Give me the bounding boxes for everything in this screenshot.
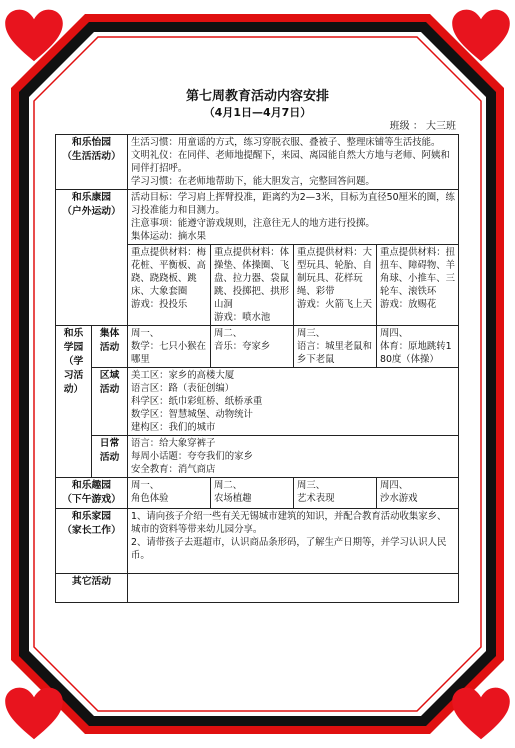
heart-icon (4, 8, 64, 64)
home-header: 和乐家园 （家长工作） (56, 509, 128, 574)
outdoor-line: 集体运动：摘水果 (131, 231, 207, 242)
home-line: 1、请向孩子介绍一些有关无锡城市建筑的知识，并配合教育活动收集家乡、城市的资料等带来幼儿园分享。 (131, 511, 447, 535)
outdoor-material-cell: 重点提供材料：体操垫、体操圈、飞盘、拉力器、袋鼠跳、投掷把、拱形山洞 游戏：喷水池 (211, 245, 294, 326)
area-activity-label: 区域 活动 (92, 368, 128, 436)
group-activity-cell: 周一、 数学：七只小猴在哪里 (128, 326, 211, 368)
group-activity-cell: 周二、 音乐：夸家乡 (211, 326, 294, 368)
life-line: 生活习惯：用童谣的方式，练习穿脱衣服、叠被子、整理床铺等生活技能。 (131, 137, 441, 148)
learning-header: 和乐 学园 （学 习活 动） (56, 326, 92, 478)
games-cell: 周二、 农场植趣 (211, 478, 294, 509)
schedule-sheet (55, 88, 460, 603)
area-line: 建构区：我们的城市 (131, 422, 216, 433)
date-range: （4月1日—4月7日） (203, 106, 312, 119)
daily-activity-content (128, 436, 459, 478)
daily-line: 每周小话题：夸夸我们的家乡 (131, 451, 253, 462)
area-line: 美工区：家乡的高楼大厦 (131, 370, 235, 381)
area-line: 语言区：路（表征创编） (131, 383, 235, 394)
games-header: 和乐趣园 （下午游戏） (56, 478, 128, 509)
heart-icon (451, 686, 511, 742)
daily-line: 安全教育：消气商店 (131, 464, 216, 475)
games-cell: 周三、 艺术表现 (294, 478, 377, 509)
life-header: 和乐怡园 （生活活动） (56, 135, 128, 190)
row-learning-daily (56, 436, 459, 478)
row-learning-group (56, 326, 459, 368)
home-line: 2、请带孩子去逛超市，认识商品条形码，了解生产日期等，并学习认识人民币。 (131, 537, 447, 561)
games-cell: 周一、 角色体验 (128, 478, 211, 509)
row-home (56, 509, 459, 574)
outdoor-material-cell: 重点提供材料：扭扭车、障碍物、羊角球、小推车、三轮车、滚铁环 游戏：放赐花 (377, 245, 459, 326)
outdoor-material-cell: 重点提供材料：大型玩具、轮胎、自制玩具、花样玩绳、彩带 游戏：火箭飞上天 (294, 245, 377, 326)
group-activity-label: 集体 活动 (92, 326, 128, 368)
area-line: 科学区：纸巾彩虹桥、纸桥承重 (131, 396, 263, 407)
class-label: 班级 ： 大三班 (389, 121, 456, 132)
daily-line: 语言：给大象穿裤子 (131, 438, 216, 449)
life-content (128, 135, 459, 190)
outdoor-line: 注意事项：能遵守游戏规则，注意往无人的地方进行投掷。 (131, 218, 375, 229)
group-activity-cell: 周三、 语言：城里老鼠和乡下老鼠 (294, 326, 377, 368)
heart-icon (451, 8, 511, 64)
outdoor-header: 和乐康园 （户外运动） (56, 190, 128, 326)
games-cell: 周四、 沙水游戏 (377, 478, 459, 509)
row-learning-area (56, 368, 459, 436)
heart-icon (4, 686, 64, 742)
page-title: 第七周教育活动内容安排 (185, 89, 329, 104)
home-content (128, 509, 459, 574)
row-other (56, 574, 459, 603)
row-games (56, 478, 459, 509)
row-outdoor (56, 190, 459, 245)
schedule-table (55, 134, 459, 603)
outdoor-line: 活动目标：学习肩上挥臂投准，距离约为2—3米，目标为直径50厘米的圈，练习投准能力和目测力。 (131, 192, 455, 216)
area-line: 数学区：智慧城堡、动物统计 (131, 409, 253, 420)
area-activity-content (128, 368, 459, 436)
life-line: 学习习惯：在老师地帮助下，能大胆发言，完整回答问题。 (131, 176, 375, 187)
outdoor-content (128, 190, 459, 245)
life-line: 文明礼仪：在同伴、老师地提醒下，来园、离园能自然大方地与老师、阿姨和同伴打招呼。 (131, 150, 450, 174)
outdoor-material-cell: 重点提供材料：梅花桩、平衡板、高跷、跷跷板、跳床、大象套圈 游戏：投投乐 (128, 245, 211, 326)
other-header: 其它活动 (56, 574, 128, 603)
daily-activity-label: 日常 活动 (92, 436, 128, 478)
row-life (56, 135, 459, 190)
group-activity-cell: 周四、 体育：原地跳转180度（体操） (377, 326, 459, 368)
other-content (128, 574, 459, 603)
